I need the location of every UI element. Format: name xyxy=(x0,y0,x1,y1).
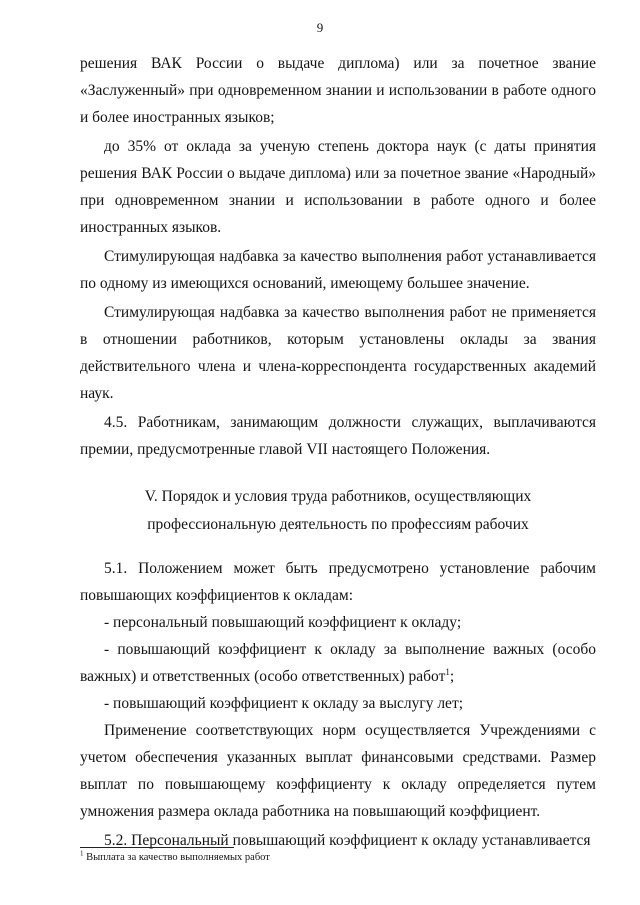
body-text xyxy=(80,50,596,854)
footnote-mark: 1 xyxy=(80,849,84,858)
page-number: 9 xyxy=(316,20,324,35)
footnote-divider xyxy=(80,847,234,848)
footnote-reference[interactable]: 1 xyxy=(445,666,450,677)
paragraph-4-5: 4.5. Работникам, занимающим должности служащих, выплачиваются премии, предусмотренные главой VII настоящего Положения. xyxy=(80,414,596,458)
paragraph-5-1: 5.1. Положением может быть предусмотрено установление рабочим повышающих коэффициентов к окладам: xyxy=(80,560,596,604)
footnote xyxy=(80,851,580,865)
list-item-important-work-end: ; xyxy=(449,668,455,685)
section-heading-line1: V. Порядок и условия труда работников, осуществляющих xyxy=(144,488,532,505)
paragraph-application: Применение соответствующих норм осуществляется Учреждениями с учетом обеспечения указанных выплат финансовыми средствами. Размер выплат по повышающему коэффициенту к окладу определяется путем умножения размера оклада работника на повышающий коэффициент. xyxy=(80,722,596,820)
footnote-text: Выплата за качество выполняемых работ xyxy=(86,852,270,863)
list-item-seniority-coefficient: - повышающий коэффициент к окладу за выслугу лет; xyxy=(104,695,464,712)
list-item-important-work-text: - повышающий коэффициент к окладу за выполнение важных (особо важных) и ответственных (особо ответственных) работ xyxy=(80,641,596,685)
list-item-personal-coefficient: - персональный повышающий коэффициент к окладу; xyxy=(104,614,462,631)
paragraph-doctor-degree: до 35% от оклада за ученую степень доктора наук (с даты принятия решения ВАК России о выдаче диплома) или за почетное звание «Народный» при одновременном знании и использовании в работе одного и более иностранных языков. xyxy=(80,138,596,236)
paragraph-5-2: 5.2. Персональный повышающий коэффициент к окладу устанавливается xyxy=(104,832,591,849)
paragraph-continuation: решения ВАК России о выдаче диплома) или за почетное звание «Заслуженный» при одновременном знании и использовании в работе одного и более иностранных языков; xyxy=(80,55,596,126)
section-heading xyxy=(80,483,596,539)
paragraph-single-basis: Стимулирующая надбавка за качество выполнения работ устанавливается по одному из имеющихся оснований, имеющему большее значение. xyxy=(80,248,596,292)
section-heading-line2: профессиональную деятельность по профессиям рабочих xyxy=(147,516,529,533)
list-item-important-work-coefficient xyxy=(80,636,596,690)
paragraph-not-applied: Стимулирующая надбавка за качество выполнения работ не применяется в отношении работников, которым установлены оклады за звания действительного члена и члена-корреспондента государственных академий наук. xyxy=(80,304,596,402)
